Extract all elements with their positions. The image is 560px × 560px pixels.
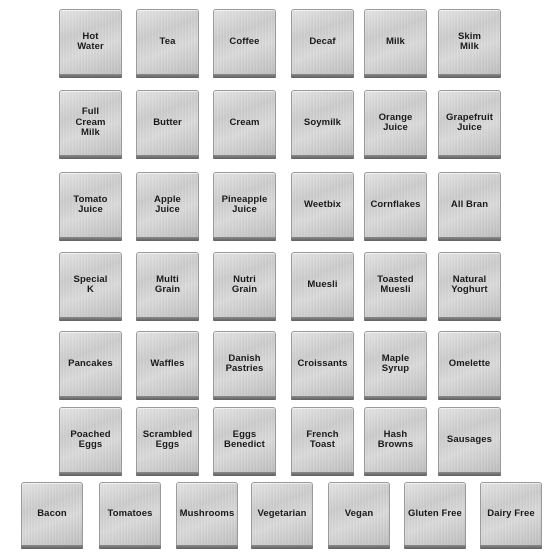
sign-tag [438,331,501,397]
sign-tag [364,172,427,238]
sign-tag [438,9,501,75]
sign-tag [438,252,501,318]
sign-tag-label: Tomato Juice [73,193,108,215]
sign-tag-label: Skim Milk [457,30,482,52]
sign-tag [59,90,122,156]
sign-tag [364,90,427,156]
sign-tag [136,9,199,75]
sign-tag-label: Bacon [37,507,67,519]
sign-tag-label: Multi Grain [154,273,181,295]
sign-tag-label: Tomatoes [107,507,153,519]
sign-tag-label: Vegan [344,507,374,519]
sign-tag [364,252,427,318]
sign-tag-label: Gluten Free [408,507,462,519]
sign-tag [213,90,276,156]
sign-tag [59,172,122,238]
sign-tag-label: Sausages [446,433,493,445]
sign-tag-label: Poached Eggs [70,428,111,450]
sign-tag [136,90,199,156]
sign-tag [291,407,354,473]
sign-tag [136,252,199,318]
sign-tag [136,172,199,238]
sign-tag-label: Toasted Muesli [377,273,414,295]
sign-tag-label: Orange Juice [378,111,413,133]
sign-tag-label: Milk [386,35,405,47]
sign-tag-label: Scrambled Eggs [142,428,193,450]
sign-tag-label: Butter [153,116,182,128]
sign-tag [364,331,427,397]
sign-tag-label: Coffee [229,35,260,47]
sign-tag [291,9,354,75]
sign-tag-label: Apple Juice [154,193,181,215]
sign-tag-label: Pineapple Juice [221,193,268,215]
sign-tag [213,407,276,473]
sign-tag [291,252,354,318]
sign-tag-label: Hash Browns [377,428,414,450]
sign-tag [404,482,466,546]
sign-tag-label: Tea [159,35,176,47]
sign-tag-label: All Bran [450,198,489,210]
sign-tag [328,482,390,546]
sign-tag-label: Full Cream Milk [75,106,106,139]
sign-tag [291,90,354,156]
sign-tag [213,252,276,318]
sign-tag-label: French Toast [306,428,339,450]
sign-tag [136,331,199,397]
sign-tag [438,90,501,156]
sign-tag-label: Omelette [448,357,491,369]
sign-tag [364,407,427,473]
sign-tag-label: Weetbix [304,198,341,210]
sign-tag-label: Mushrooms [179,507,235,519]
sign-tag-label: Cornflakes [370,198,421,210]
sign-tag-label: Eggs Benedict [224,428,265,450]
sign-tag-label: Decaf [309,35,336,47]
sign-tag [59,9,122,75]
sign-tag-label: Dairy Free [487,507,535,519]
sign-tag-label: Pancakes [68,357,113,369]
sign-tag [364,9,427,75]
sign-tag [99,482,161,546]
sign-tag-label: Hot Water [77,30,104,52]
sign-tag-label: Nutri Grain [231,273,258,295]
sign-tag [213,9,276,75]
sign-tag-label: Cream [229,116,260,128]
sign-tag [59,252,122,318]
sign-tag-label: Soymilk [303,116,342,128]
sign-tag-label: Natural Yoghurt [451,273,488,295]
sign-tag [21,482,83,546]
sign-tag [59,331,122,397]
sign-tag [438,407,501,473]
sign-tag-label: Croissants [297,357,348,369]
sign-tag [59,407,122,473]
sign-tag-label: Maple Syrup [381,352,410,374]
sign-tag [291,172,354,238]
sign-tag-label: Muesli [307,278,338,290]
sign-tag-label: Grapefruit Juice [446,111,493,133]
sign-tag [291,331,354,397]
sign-tag-label: Waffles [150,357,185,369]
sign-tag [176,482,238,546]
sign-tag [251,482,313,546]
sign-tag-label: Special K [73,273,108,295]
sign-tag-label: Vegetarian [257,507,307,519]
sign-tag-label: Danish Pastries [225,352,264,374]
sign-tag [438,172,501,238]
sign-tag [213,172,276,238]
sign-tag [213,331,276,397]
sign-tag [480,482,542,546]
sign-tag [136,407,199,473]
